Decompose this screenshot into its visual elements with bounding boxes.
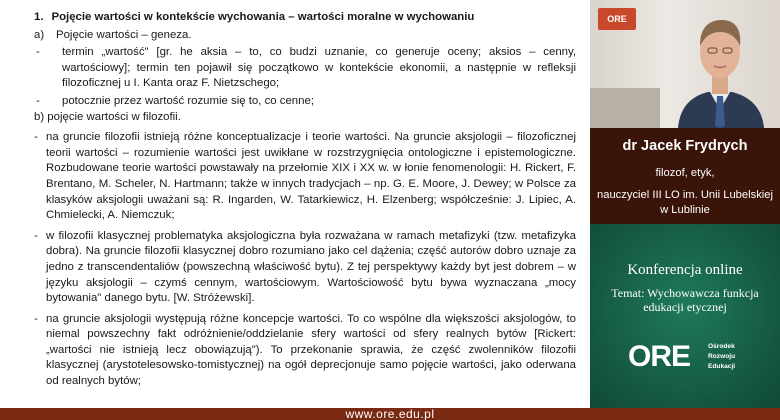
speaker-info (590, 128, 780, 224)
heading-text: Pojęcie wartości w kontekście wychowania – wartości moralne w wychowaniu (51, 11, 475, 23)
footer-url: www.ore.edu.pl (345, 408, 435, 420)
dash-marker: - (34, 131, 38, 144)
list-item (34, 45, 576, 92)
dash-marker: - (36, 46, 40, 59)
list-item-text: w filozofii klasycznej problematyka aksjologiczna była rozważana w ramach metafizyki (tzw. metafizyka dobra). Na gruncie filozofii klasycznej dobro rozumiano jako cel dążenia; część autorów dobro uznaje za jedno z transcendentaliów (powszechną właściwość bytu). Z tej perspektywy każdy byt jest dobrem – w języku aksjologii – czymś cennym, wartościowym. Wartościowość bytu bywa wyznaczana „mocy bytowania" danego bytu. [W. Stróżewski]. (46, 229, 576, 305)
subsection-a-marker: a) (34, 28, 45, 41)
speaker-city: w Lublinie (660, 204, 710, 216)
list-item-text: na gruncie aksjologii występują różne koncepcje wartości. To co wspólne dla większości aksjologów, to niemal powszechny fakt odróżnienie/oddzielanie sfery wartości od sfery realnych bytów [Rickert: „wartości nie istnieją lecz obowiązują"). To przekonanie sprawia, że część zwolenników filozofii klasycznej (arystotelesowsko-tomistycznej) na ogół deprecjonuje samo pojęcie wartości, jako oderwana od realnych bytów; (46, 312, 576, 388)
ore-logo-line: Ośrodek (708, 343, 735, 350)
list-item-text: termin „wartość" [gr. he aksia – to, co budzi uznanie, co generuje oceny; aksios – cenny, wartościowy]; termin ten pojawił się początkowo w kontekście ekonomii, a następnie w refleksji filozoficznej u I. Kanta oraz F. Nietzschego; (62, 46, 576, 90)
speaker-video (590, 0, 780, 128)
ore-logo (628, 340, 748, 376)
subsection-a-title (34, 28, 576, 44)
list-item (34, 312, 576, 390)
conference-title: Konferencja online (627, 262, 743, 278)
list-item-text: potocznie przez wartość rozumie się to, co cenne; (62, 94, 314, 107)
ore-logo-word: ORE (628, 340, 691, 373)
conference-info (590, 224, 780, 408)
ore-logo-subtitle (708, 342, 735, 372)
dash-marker: - (34, 229, 38, 242)
list-item (34, 94, 576, 110)
dash-marker: - (36, 94, 40, 107)
speaker-name: dr Jacek Frydrych (622, 138, 748, 154)
speaker-school: nauczyciel III LO im. Unii Lubelskiej (597, 189, 773, 201)
video-background-logo: ORE (598, 8, 636, 30)
list-item (34, 229, 576, 307)
heading-number: 1. (34, 11, 44, 23)
speaker-figure (670, 6, 770, 128)
subsection-a-text: Pojęcie wartości – geneza. (56, 28, 192, 41)
background-shelf (590, 88, 660, 128)
section-heading (34, 10, 576, 26)
list-item-text: na gruncie filozofii istnieją różne konceptualizacje i teorie wartości. Na gruncie aksjologii – filozoficznej teorii wartości – rozumienie wartości jest uwikłane w rozstrzygnięcia ontologiczne i epistemologiczne. Rozbudowane teorie wartości powstawały na przełomie XIX i XX w. w łonie fenomenologii: H. Rickert, F. Brentano, M. Scheler, N. Hartmann; także w innych tradycjach – np. G. E. Moore, J. Dewey; w Polsce za klasyków aksjologii uważani są: R. Ingarden, W. Tatarkiewicz, H. Elzenberg; współcześnie: J. Lipiec, A. Chmielecki, A. Niemczuk; (46, 131, 576, 222)
footer-bar (0, 408, 780, 420)
ore-logo-line: Rozwoju (708, 353, 736, 360)
right-panel (590, 0, 780, 408)
dash-marker: - (34, 312, 38, 325)
list-item (34, 130, 576, 224)
speaker-role: filozof, etyk, (655, 167, 715, 179)
ore-logo-line: Edukacji (708, 363, 736, 370)
subsection-b-title: b) pojęcie wartości w filozofii. (34, 110, 181, 123)
conference-theme: Temat: Wychowawcza funkcja edukacji etycznej (611, 286, 759, 314)
